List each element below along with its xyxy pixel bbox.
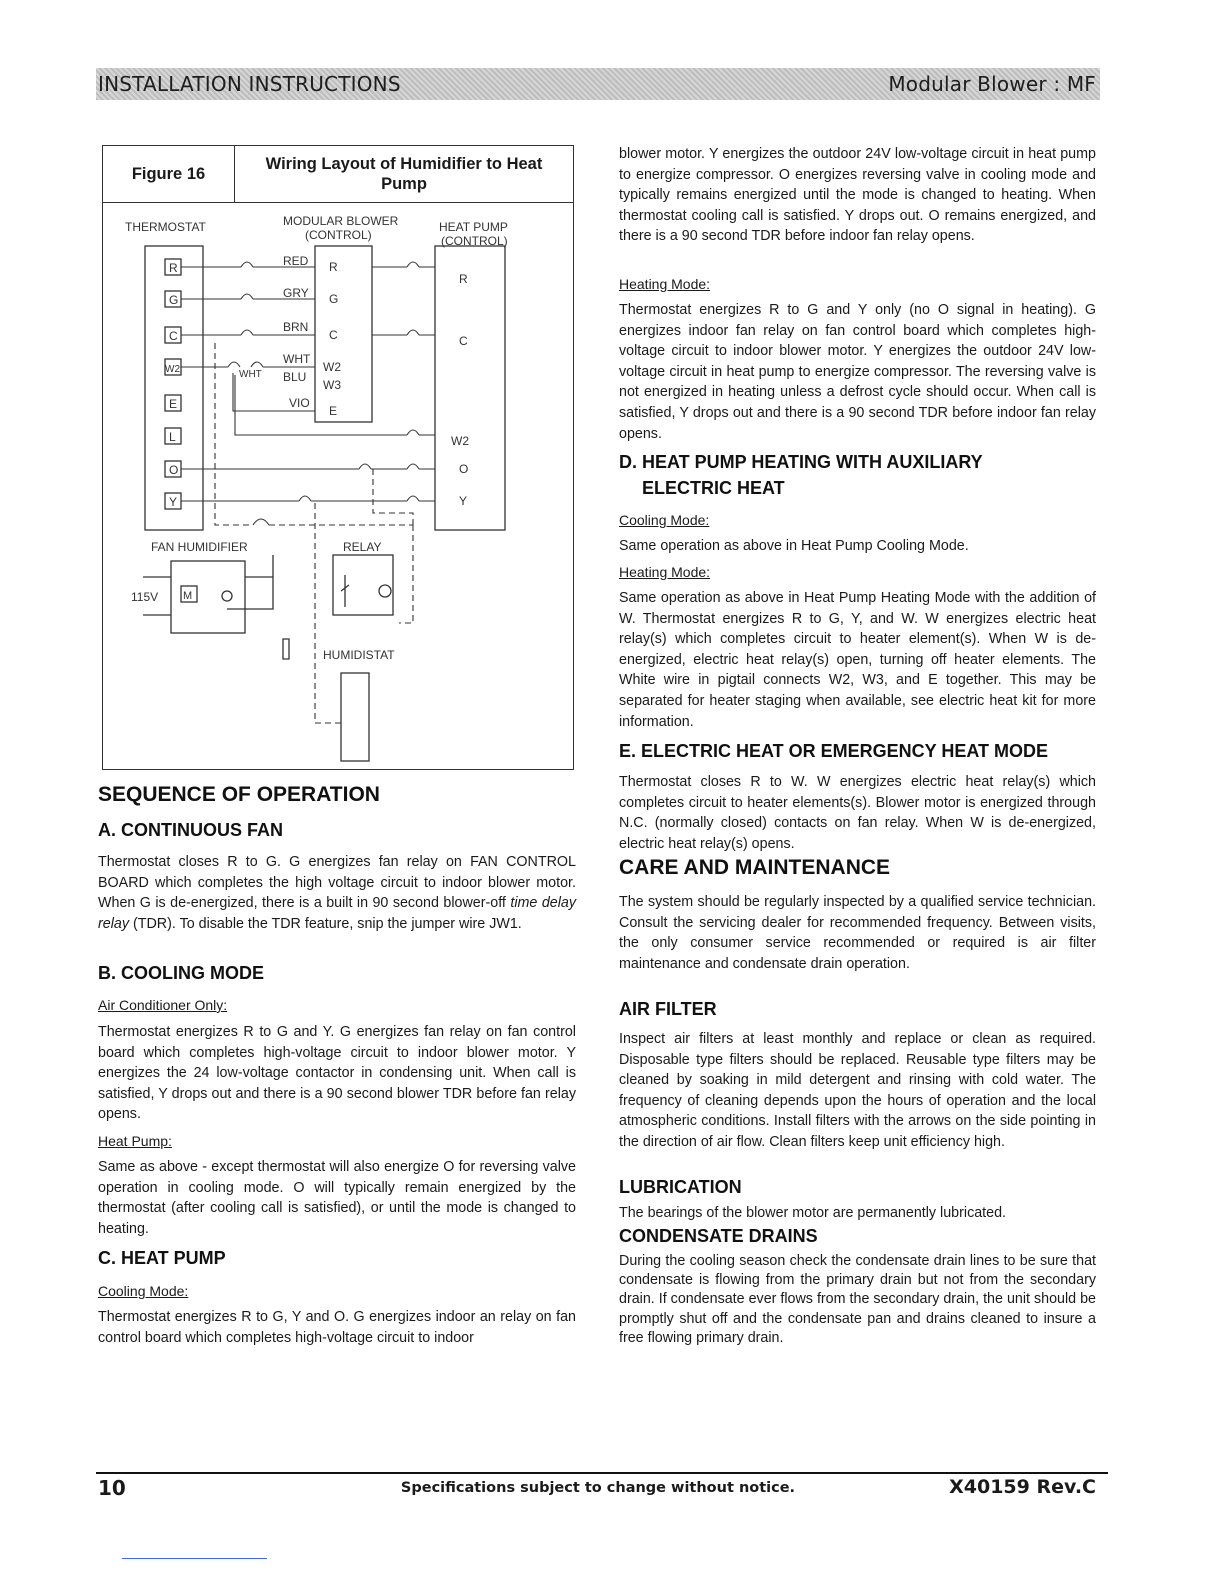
care-text: The system should be regularly inspected by a qualified service technician. Consult the servicing dealer for recommended frequency. Between visits, the only consumer service recommended or required is air filter maintenance and condensate drain operation.	[619, 894, 1096, 972]
motor-label: M	[183, 590, 193, 602]
section-c-title: C. HEAT PUMP	[98, 1248, 226, 1268]
svg-text:BLU: BLU	[283, 370, 307, 384]
section-c-text-1-cont: blower motor. Y energizes the outdoor 24V low-voltage circuit in heat pump to energize compressor. O energizes reversing valve in cooling mode and typically remains energized until the mode is changed to heating. When thermostat cooling call is satisfied. Y drops out. O remains energized, and there is a 90 second TDR before indoor fan relay opens.	[619, 146, 1096, 245]
blower-control-box	[315, 246, 372, 422]
svg-text:Y: Y	[169, 495, 178, 509]
footer-rule	[96, 1472, 1108, 1474]
wire-color-labels	[239, 254, 311, 410]
figure-title: Wiring Layout of Humidifier to Heat Pump	[265, 155, 543, 193]
thermostat-box	[145, 246, 203, 530]
humidistat-label: HUMIDISTAT	[323, 648, 395, 662]
footer-notice: Specifications subject to change without notice.	[400, 1480, 796, 1496]
section-e-text: Thermostat closes R to W. W energizes electric heat relay(s) which completes circuit to heater elements(s). Blower motor is energized through N.C. (normally closed) contacts on fan relay. When W is de-energized, electric heat relay(s) opens.	[619, 774, 1096, 852]
svg-text:GRY: GRY	[283, 286, 309, 300]
svg-text:R: R	[459, 272, 468, 286]
svg-text:C: C	[329, 328, 338, 342]
header-band	[96, 68, 1100, 100]
svg-text:R: R	[169, 261, 178, 275]
humidistat-box	[341, 673, 369, 761]
figure-16	[102, 145, 574, 770]
svg-text:O: O	[169, 463, 179, 477]
section-d-text-1: Same operation as above in Heat Pump Cooling Mode.	[619, 538, 969, 554]
page-number: 10	[98, 1476, 126, 1500]
air-filter-text: Inspect air filters at least monthly and replace or clean as required. Disposable type filters should be replaced. Reusable type filters may be cleaned by soaking in mild detergent and rinsing with cold water. The frequency of cleaning depends upon the hours of operation and the local atmospheric conditions. Install filters with the arrows on the side pointing in the direction of air flow. Clean filters keep unit efficiency high.	[619, 1031, 1096, 1150]
svg-text:WHT: WHT	[283, 352, 311, 366]
blower-terminal-labels	[323, 260, 341, 418]
svg-text:C: C	[169, 329, 178, 343]
thermostat-label: THERMOSTAT	[125, 220, 206, 234]
section-c-text-2: Thermostat energizes R to G and Y only (no O signal in heating). G energizes indoor fan relay on fan control board which completes high-voltage circuit to indoor blower motor. Y energizes the outdoor 24V low-voltage circuit in heat pump to energize compressor. The reversing valve is not energized in heating unless a defrost cycle should occur. When call is satisfied, Y drops out and there is a 90 second TDR before indoor fan relay opens.	[619, 302, 1096, 442]
svg-text:O: O	[459, 462, 469, 476]
svg-text:VIO: VIO	[289, 396, 310, 410]
wiring-diagram	[103, 203, 573, 769]
svg-text:G: G	[169, 293, 179, 307]
header-product: Modular Blower : MF	[888, 72, 1096, 96]
link-underline[interactable]	[122, 1558, 267, 1559]
heat-pump-box	[435, 246, 505, 530]
condensate-text: During the cooling season check the condensate drain lines to be sure that condensate is flowing from the primary drain but not from the secondary drain. If condensate ever flows from the secondary drain, the unit should be promptly shut off and the condensate pan and drains cleaned to insure a free flowing primary drain.	[619, 1253, 1096, 1346]
blower-label-1: MODULAR BLOWER	[283, 214, 399, 228]
volts-label: 115V	[131, 590, 159, 604]
svg-text:BRN: BRN	[283, 320, 309, 334]
section-b-text-1: Thermostat energizes R to G and Y. G energizes fan relay on fan control board which completes high-voltage circuit to indoor blower motor. Y energizes the 24 low-voltage contactor in condensing unit. When call is satisfied, Y drops out and there is a 90 second blower TDR before fan relay opens.	[98, 1024, 576, 1123]
relay-label: RELAY	[343, 540, 382, 554]
figure-number: Figure 16	[103, 146, 235, 202]
section-e-title: E. ELECTRIC HEAT OR EMERGENCY HEAT MODE	[619, 741, 1049, 761]
fan-humidifier-label: FAN HUMIDIFIER	[151, 540, 248, 554]
heat-pump-label: Heat Pump:	[98, 1133, 172, 1149]
section-b-title: B. COOLING MODE	[98, 963, 264, 983]
svg-text:W2: W2	[323, 360, 341, 374]
section-d-title-1: D. HEAT PUMP HEATING WITH AUXILIARY	[619, 452, 983, 472]
c-cooling-mode-label: Cooling Mode:	[98, 1283, 189, 1299]
section-c-text-1: Thermostat energizes R to G, Y and O. G energizes indoor an relay on fan control board which completes high-voltage circuit to indoor	[98, 1309, 576, 1346]
figure-header	[103, 146, 573, 203]
svg-text:L: L	[169, 430, 176, 444]
svg-text:R: R	[329, 260, 338, 274]
condensate-title: CONDENSATE DRAINS	[619, 1226, 818, 1246]
heat-pump-terminal-labels	[451, 272, 469, 508]
d-heating-mode-label: Heating Mode:	[619, 564, 711, 580]
heat-pump-label-1: HEAT PUMP	[439, 220, 508, 234]
air-conditioner-only-label: Air Conditioner Only:	[98, 997, 228, 1013]
svg-text:W2: W2	[451, 434, 469, 448]
svg-text:E: E	[329, 404, 338, 418]
document-number: X40159 Rev.C	[949, 1476, 1096, 1498]
air-filter-title: AIR FILTER	[619, 999, 717, 1019]
care-title: CARE AND MAINTENANCE	[619, 856, 891, 879]
c-heating-mode-label: Heating Mode:	[619, 276, 711, 292]
section-b-text-2: Same as above - except thermostat will also energize O for reversing valve operation in cooling mode. O will typically remain energized by the thermostat (after cooling call is satisfied), or until the mode is changed to heating.	[98, 1159, 576, 1237]
section-a-text: Thermostat closes R to G. G energizes fan relay on FAN CONTROL BOARD which completes the high voltage circuit to indoor blower motor. When G is de-energized, there is a built in 90 second blower-off time delay relay (TDR). To disable the TDR feature, snip the jumper wire JW1.	[98, 854, 576, 932]
svg-text:G: G	[329, 292, 339, 306]
d-cooling-mode-label: Cooling Mode:	[619, 512, 710, 528]
svg-text:E: E	[169, 397, 178, 411]
svg-text:W2: W2	[165, 364, 180, 375]
heat-pump-label-2: (CONTROL)	[441, 234, 508, 248]
header-title: INSTALLATION INSTRUCTIONS	[98, 72, 401, 96]
lubrication-title: LUBRICATION	[619, 1177, 742, 1197]
lubrication-text: The bearings of the blower motor are permanently lubricated.	[619, 1205, 1007, 1221]
section-d-title-2: ELECTRIC HEAT	[642, 478, 785, 498]
svg-text:C: C	[459, 334, 468, 348]
svg-text:WHT: WHT	[239, 369, 262, 380]
svg-text:RED: RED	[283, 254, 309, 268]
svg-text:W3: W3	[323, 378, 341, 392]
thermostat-terminal-labels	[165, 261, 180, 509]
section-d-text-2: Same operation as above in Heat Pump Heating Mode with the addition of W. Thermostat energizes R to G, Y, and W. W energizes electric heat relay(s) which completes circuit to heater element(s). When W is de-energized, electric heat relay(s) open, turning off heater elements. The White wire in pigtail connects W2, W3, and E together. This may be separated for heater staging when available, see electric heat kit for more information.	[619, 590, 1096, 730]
svg-text:Y: Y	[459, 494, 468, 508]
blower-label-2: (CONTROL)	[305, 228, 372, 242]
sequence-title: SEQUENCE OF OPERATION	[98, 783, 380, 806]
section-a-title: A. CONTINUOUS FAN	[98, 820, 284, 840]
